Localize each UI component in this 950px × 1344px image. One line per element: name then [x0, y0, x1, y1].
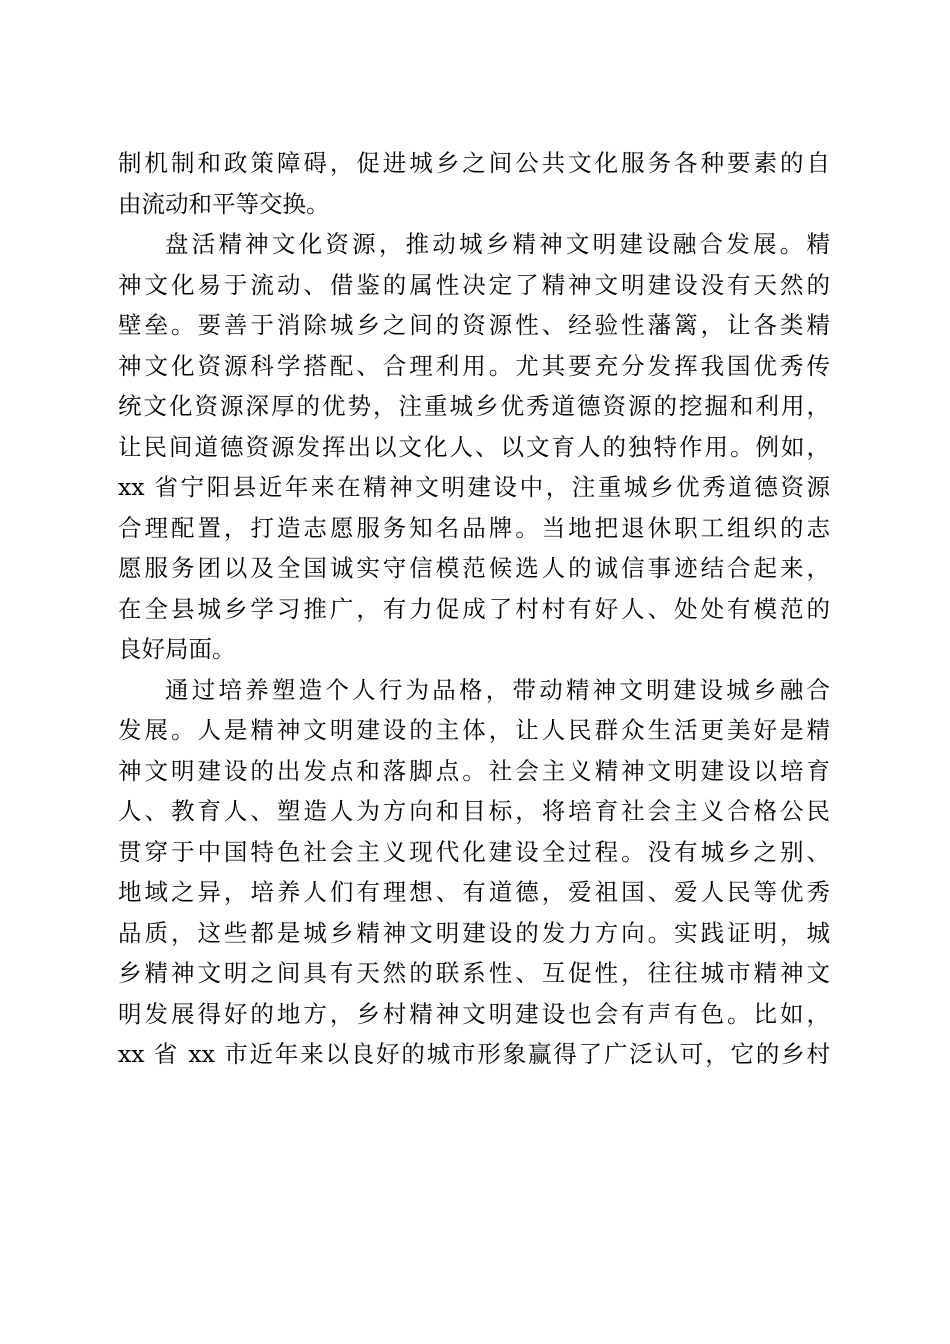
text-line: 神文化易于流动、借鉴的属性决定了精神文明建设没有天然的 — [118, 270, 830, 299]
text-line: 在全县城乡学习推广，有力促成了村村有好人、处处有模范的 — [118, 594, 830, 623]
text-line: 贯穿于中国特色社会主义现代化建设全过程。没有城乡之别、 — [118, 837, 830, 866]
text-line: xx 省宁阳县近年来在精神文明建设中，注重城乡优秀道德资源 — [118, 473, 830, 501]
text-line: 壁垒。要善于消除城乡之间的资源性、经验性藩篱，让各类精 — [118, 311, 830, 339]
paragraph — [118, 143, 830, 224]
text-line: 让民间道德资源发挥出以文化人、以文育人的独特作用。例如， — [118, 432, 830, 461]
text-line: 神文化资源科学搭配、合理利用。尤其要充分发挥我国优秀传 — [118, 351, 830, 380]
text-line: 神文明建设的出发点和落脚点。社会主义精神文明建设以培育 — [118, 756, 830, 785]
text-line: 人、教育人、塑造人为方向和目标，将培育社会主义合格公民 — [118, 797, 830, 825]
text-line: 合理配置，打造志愿服务知名品牌。当地把退休职工组织的志 — [118, 513, 830, 542]
document-body — [118, 143, 830, 1075]
paragraph — [118, 224, 830, 670]
text-line: 发展。人是精神文明建设的主体，让人民群众生活更美好是精 — [118, 716, 830, 744]
text-line: 制机制和政策障碍，促进城乡之间公共文化服务各种要素的自 — [118, 149, 830, 177]
text-line: 良好局面。 — [118, 635, 236, 663]
text-line: 由流动和平等交换。 — [118, 189, 330, 218]
text-line: 品质，这些都是城乡精神文明建设的发力方向。实践证明，城 — [118, 918, 830, 947]
text-line: 通过培养塑造个人行为品格，带动精神文明建设城乡融合 — [165, 675, 830, 704]
text-line: 盘活精神文化资源，推动城乡精神文明建设融合发展。精 — [165, 230, 830, 258]
text-line: 愿服务团以及全国诚实守信模范候选人的诚信事迹结合起来， — [118, 554, 830, 582]
paragraph — [118, 670, 830, 1075]
text-line: 统文化资源深厚的优势，注重城乡优秀道德资源的挖掘和利用， — [118, 392, 830, 420]
text-line: 明发展得好的地方，乡村精神文明建设也会有声有色。比如， — [118, 999, 830, 1028]
text-line: xx 省 xx 市近年来以良好的城市形象赢得了广泛认可，它的乡村 — [118, 1040, 830, 1068]
text-line: 乡精神文明之间具有天然的联系性、互促性，往往城市精神文 — [118, 959, 830, 987]
text-line: 地域之异，培养人们有理想、有道德，爱祖国、爱人民等优秀 — [118, 878, 830, 906]
